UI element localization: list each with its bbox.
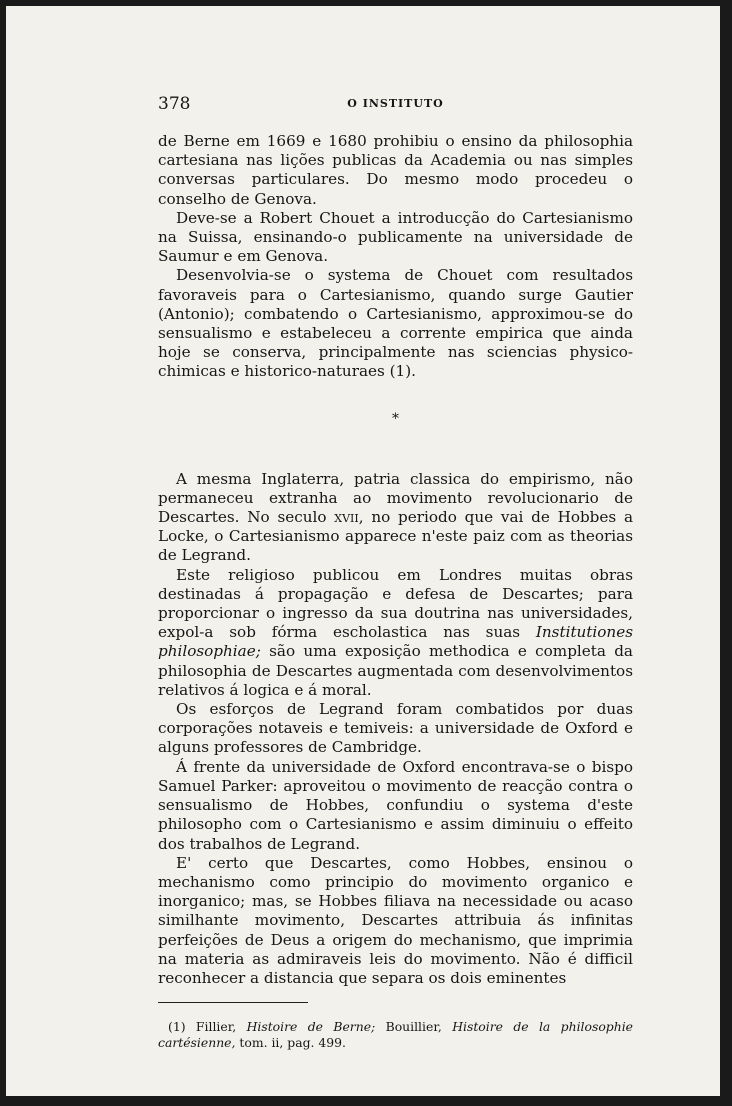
- page-number: 378: [158, 94, 191, 114]
- footnote-mid: Bouillier,: [375, 1019, 453, 1035]
- text-block: [158, 94, 633, 1051]
- paragraph-3: Desenvolvia-se o systema de Chouet com resultados favoraveis para o Cartesianismo, quando surge Gautier (Antonio); combatendo o Cartesianismo, approximou-se do sensualismo e estabeleceu a corrente empirica que ainda hoje se conserva, principalmente nas sciencias physico-chimicas e historico-naturaes (1).: [158, 266, 633, 381]
- footnote: [158, 1019, 633, 1051]
- paragraph-4: [158, 470, 633, 566]
- footnote-title-2: Histoire de la philosophie cartésienne,: [158, 1019, 634, 1051]
- book-title-institutiones: Institutiones philosophiae;: [158, 623, 633, 661]
- paragraph-5-text-b: são uma exposição methodica e completa da philosophia de Descartes augmentada com desenvolvimentos relativos á logica e á moral.: [158, 642, 633, 699]
- book-page: [6, 6, 720, 1096]
- paragraph-2: Deve-se a Robert Chouet a introducção do Cartesianismo na Suissa, ensinando-o publicamente na universidade de Saumur e em Genova.: [158, 208, 633, 266]
- paragraph-4-text-a: A mesma Inglaterra, patria classica do empirismo, não permaneceu extranha ao movimento revolucionario de Descartes. No seculo: [158, 469, 633, 527]
- page-header: [158, 94, 633, 118]
- century-numeral: xvii: [334, 508, 359, 527]
- paragraph-1: de Berne em 1669 e 1680 prohibiu o ensino da philosophia cartesiana nas lições publicas da Academia ou nas simples conversas particulares. Do mesmo modo procedeu o conselho de Genova.: [158, 132, 633, 208]
- paragraph-5: [158, 566, 633, 700]
- footnote-rule: [158, 1002, 308, 1003]
- section-separator: *: [392, 410, 399, 427]
- paragraph-8: E' certo que Descartes, como Hobbes, ensinou o mechanismo como principio do movimento organico e inorganico; mas, se Hobbes filiava na necessidade ou acaso similhante movimento, Descartes attribuia ás infinitas perfeições de Deus a origem do mechanismo, que imprimia na materia as admiraveis leis do movimento. Não é difficil reconhecer a distancia que separa os dois eminentes: [158, 853, 633, 987]
- paragraph-4-text-b: , no periodo que vai de Hobbes a Locke, o Cartesianismo apparece n'este paiz com as theorias de Legrand.: [158, 508, 634, 565]
- paragraph-6: Os esforços de Legrand foram combatidos por duas corporações notaveis e temiveis: a universidade de Oxford e alguns professores de Cambridge.: [158, 700, 633, 757]
- paragraph-5-text-a: Este religioso publicou em Londres muitas obras destinadas á propagação e defesa de Descartes; para proporcionar o ingresso da sua doutrina nas universidades, expol-a sob fórma escholastica nas suas: [158, 565, 633, 642]
- main-text: [158, 132, 633, 988]
- footnote-end: tom. ii, pag. 499.: [235, 1035, 346, 1051]
- paragraph-7: Á frente da universidade de Oxford encontrava-se o bispo Samuel Parker: aproveitou o movimento de reacção contra o sensualismo de Hobbes, confundiu o systema d'este philosopho com o Cartesianismo e assim diminuiu o effeito dos trabalhos de Legrand.: [158, 757, 633, 853]
- running-title: O INSTITUTO: [347, 97, 444, 110]
- footnote-marker: (1) Fillier,: [168, 1019, 247, 1035]
- footnote-title-1: Histoire de Berne;: [246, 1019, 376, 1035]
